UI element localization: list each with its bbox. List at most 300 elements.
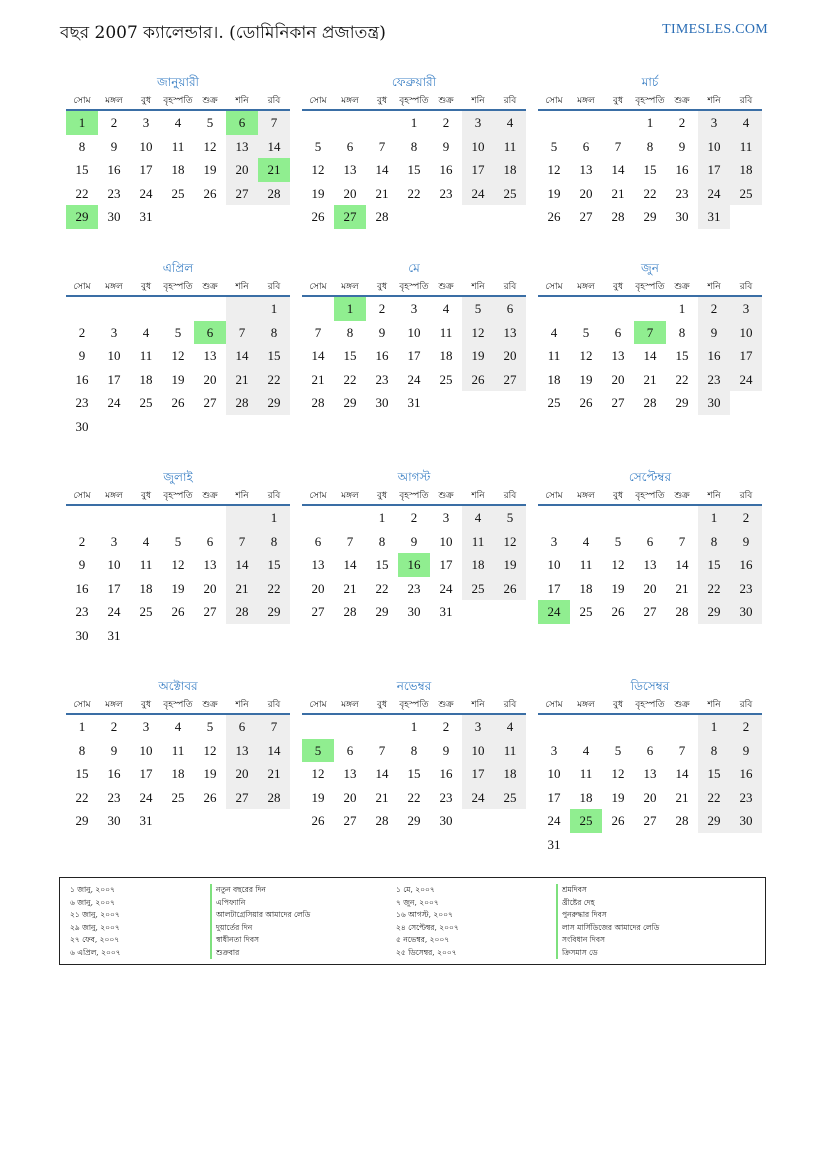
weekday-label: রবি xyxy=(503,282,517,292)
day-cell: 15 xyxy=(75,162,89,177)
empty-day-cell xyxy=(538,111,570,135)
day-cell: 13 xyxy=(643,766,657,781)
day-cell: 30 xyxy=(675,209,689,224)
day-cell: 25 xyxy=(730,182,762,206)
weekday-label: মঙ্গল xyxy=(577,491,595,501)
day-cell: 12 xyxy=(547,162,561,177)
day-cell: 28 xyxy=(675,604,689,619)
weekday-label: শুক্র xyxy=(674,96,690,106)
day-cell: 21 xyxy=(611,185,625,201)
day-cell: 16 xyxy=(698,344,730,368)
empty-day-cell xyxy=(334,506,366,530)
weekday-label: বুধ xyxy=(376,96,388,106)
day-cell: 8 xyxy=(646,138,654,154)
day-cell: 5 xyxy=(462,297,494,321)
weekday-label: শুক্র xyxy=(202,282,218,292)
month-name: মে xyxy=(408,261,420,275)
day-cell: 21 xyxy=(226,368,258,392)
day-grid xyxy=(538,715,762,856)
day-cell: 11 xyxy=(494,135,526,159)
holiday-name: খ্রীষ্টের দেহ xyxy=(556,897,659,910)
day-cell: 12 xyxy=(579,348,593,363)
day-cell: 1 xyxy=(410,115,418,130)
day-cell: 19 xyxy=(494,553,526,577)
day-grid xyxy=(66,715,290,833)
empty-day-cell xyxy=(602,111,634,135)
month-name: সেপ্টেম্বর xyxy=(628,470,672,484)
day-cell: 11 xyxy=(439,324,453,340)
day-cell: 2 xyxy=(378,301,386,316)
day-cell: 28 xyxy=(643,395,657,410)
holiday-day-cell: 16 xyxy=(398,553,430,577)
day-cell: 28 xyxy=(675,813,689,828)
day-cell: 14 xyxy=(258,739,290,763)
weekday-label: সোম xyxy=(309,491,327,501)
holiday-date: ২৪ সেপ্টেম্বর, ২০০৭ xyxy=(396,922,459,932)
weekday-header xyxy=(302,277,526,297)
day-cell: 31 xyxy=(547,836,561,852)
empty-day-cell xyxy=(130,506,162,530)
weekday-label: বৃহস্পতি xyxy=(635,491,665,501)
day-cell: 16 xyxy=(730,553,762,577)
day-cell: 5 xyxy=(494,506,526,530)
day-cell: 2 xyxy=(110,719,118,734)
weekday-label: সোম xyxy=(545,282,563,292)
empty-day-cell xyxy=(570,297,602,321)
day-cell: 18 xyxy=(494,762,526,786)
weekday-label: সোম xyxy=(73,282,91,292)
weekday-label: বুধ xyxy=(376,282,388,292)
day-cell: 4 xyxy=(462,506,494,530)
day-cell: 2 xyxy=(698,297,730,321)
month-name: জুন xyxy=(641,261,659,275)
empty-day-cell xyxy=(366,111,398,135)
day-cell: 4 xyxy=(174,719,182,734)
day-cell: 22 xyxy=(407,789,421,805)
day-cell: 28 xyxy=(226,391,258,415)
day-cell: 24 xyxy=(107,395,121,410)
day-cell: 26 xyxy=(203,185,217,201)
day-cell: 31 xyxy=(107,627,121,643)
weekday-label: রবি xyxy=(503,700,517,710)
empty-day-cell xyxy=(570,111,602,135)
weekday-label: সোম xyxy=(309,700,327,710)
day-cell: 17 xyxy=(730,344,762,368)
weekday-label: বুধ xyxy=(140,282,152,292)
empty-day-cell xyxy=(194,297,226,321)
month-name: ডিসেম্বর xyxy=(630,679,670,693)
day-cell: 10 xyxy=(730,321,762,345)
day-cell: 3 xyxy=(698,111,730,135)
holiday-date: ৬ জানু, ২০০৭ xyxy=(70,897,115,907)
day-cell: 18 xyxy=(462,553,494,577)
day-cell: 21 xyxy=(643,371,657,387)
day-cell: 4 xyxy=(494,715,526,739)
day-cell: 18 xyxy=(730,158,762,182)
day-cell: 15 xyxy=(375,557,389,572)
weekday-label: রবি xyxy=(267,96,281,106)
day-cell: 16 xyxy=(730,762,762,786)
weekday-label: বৃহস্পতি xyxy=(635,96,665,106)
weekday-label: বুধ xyxy=(612,700,624,710)
holiday-date: ২৫ ডিসেম্বর, ২০০৭ xyxy=(396,947,457,957)
day-cell: 12 xyxy=(462,321,494,345)
day-cell: 15 xyxy=(698,762,730,786)
day-cell: 1 xyxy=(646,115,654,130)
empty-day-cell xyxy=(98,297,130,321)
day-cell: 25 xyxy=(171,789,185,805)
day-cell: 24 xyxy=(547,813,561,828)
day-cell: 19 xyxy=(462,344,494,368)
day-cell: 27 xyxy=(311,604,325,619)
weekday-label: বুধ xyxy=(140,96,152,106)
holiday-name: শ্রমদিবস xyxy=(556,884,659,897)
holiday-day-cell: 5 xyxy=(302,739,334,763)
weekday-label: বুধ xyxy=(140,491,152,501)
day-cell: 2 xyxy=(678,115,686,130)
day-cell: 8 xyxy=(410,742,418,758)
day-cell: 9 xyxy=(442,742,450,758)
day-cell: 6 xyxy=(646,742,654,758)
day-cell: 10 xyxy=(547,557,561,572)
day-grid xyxy=(302,506,526,624)
holiday-name: আলটাগ্রেসিয়ার আমাদের লেডি xyxy=(210,909,310,922)
weekday-label: মঙ্গল xyxy=(105,96,123,106)
day-cell: 17 xyxy=(547,580,561,596)
day-cell: 3 xyxy=(730,297,762,321)
day-cell: 30 xyxy=(698,391,730,415)
holiday-list xyxy=(59,877,766,965)
day-cell: 16 xyxy=(75,580,89,596)
day-cell: 5 xyxy=(582,324,590,340)
day-cell: 22 xyxy=(75,185,89,201)
empty-day-cell xyxy=(634,506,666,530)
day-cell: 14 xyxy=(226,344,258,368)
day-cell: 12 xyxy=(311,766,325,781)
day-grid xyxy=(302,297,526,415)
day-cell: 2 xyxy=(442,719,450,734)
day-cell: 20 xyxy=(226,158,258,182)
day-cell: 1 xyxy=(378,510,386,525)
weekday-label: মঙ্গল xyxy=(341,700,359,710)
weekday-label: মঙ্গল xyxy=(577,96,595,106)
empty-day-cell xyxy=(570,506,602,530)
month-block xyxy=(538,677,762,856)
weekday-header xyxy=(66,91,290,111)
day-cell: 2 xyxy=(110,115,118,130)
day-cell: 20 xyxy=(643,580,657,596)
day-cell: 28 xyxy=(311,395,325,410)
day-cell: 22 xyxy=(698,786,730,810)
day-cell: 31 xyxy=(139,209,153,224)
day-cell: 30 xyxy=(75,418,89,434)
day-cell: 15 xyxy=(675,348,689,363)
empty-day-cell xyxy=(634,297,666,321)
day-cell: 17 xyxy=(107,580,121,596)
day-cell: 3 xyxy=(142,115,150,130)
weekday-label: বুধ xyxy=(612,282,624,292)
day-cell: 23 xyxy=(107,185,121,201)
day-cell: 18 xyxy=(547,371,561,387)
holiday-day-cell: 6 xyxy=(226,111,258,135)
day-cell: 4 xyxy=(494,111,526,135)
day-cell: 7 xyxy=(678,742,686,758)
month-block xyxy=(538,259,762,415)
day-cell: 15 xyxy=(407,162,421,177)
day-cell: 19 xyxy=(171,371,185,387)
day-cell: 27 xyxy=(226,182,258,206)
day-cell: 20 xyxy=(643,789,657,805)
weekday-label: বুধ xyxy=(376,491,388,501)
holiday-name: দুয়ার্তের দিন xyxy=(210,922,310,935)
day-cell: 28 xyxy=(375,209,389,224)
holiday-day-cell: 6 xyxy=(194,321,226,345)
weekday-label: রবি xyxy=(267,700,281,710)
holiday-date: ২৭ ফেব, ২০০৭ xyxy=(70,935,120,944)
empty-day-cell xyxy=(538,297,570,321)
day-cell: 8 xyxy=(698,739,730,763)
day-cell: 27 xyxy=(203,395,217,410)
day-cell: 6 xyxy=(226,715,258,739)
weekday-label: মঙ্গল xyxy=(341,282,359,292)
day-cell: 20 xyxy=(494,344,526,368)
day-cell: 15 xyxy=(258,344,290,368)
day-cell: 22 xyxy=(375,580,389,596)
day-cell: 23 xyxy=(730,577,762,601)
weekday-header xyxy=(302,486,526,506)
empty-day-cell xyxy=(334,715,366,739)
day-cell: 9 xyxy=(730,739,762,763)
empty-day-cell xyxy=(130,297,162,321)
day-cell: 1 xyxy=(678,301,686,316)
empty-day-cell xyxy=(302,297,334,321)
day-cell: 5 xyxy=(614,533,622,549)
day-cell: 10 xyxy=(547,766,561,781)
day-cell: 10 xyxy=(139,742,153,758)
day-cell: 6 xyxy=(206,533,214,549)
day-cell: 30 xyxy=(730,809,762,833)
day-cell: 19 xyxy=(611,789,625,805)
holiday-name: সংবিধান দিবস xyxy=(556,934,659,947)
day-cell: 5 xyxy=(314,138,322,154)
day-cell: 10 xyxy=(107,348,121,363)
empty-day-cell xyxy=(302,715,334,739)
day-cell: 10 xyxy=(107,557,121,572)
day-cell: 31 xyxy=(139,813,153,828)
day-cell: 9 xyxy=(698,321,730,345)
day-cell: 26 xyxy=(311,813,325,828)
day-cell: 20 xyxy=(343,185,357,201)
day-cell: 22 xyxy=(258,577,290,601)
day-cell: 30 xyxy=(107,813,121,828)
day-cell: 6 xyxy=(582,138,590,154)
day-cell: 8 xyxy=(698,530,730,554)
day-cell: 24 xyxy=(730,368,762,392)
day-cell: 15 xyxy=(75,766,89,781)
day-cell: 5 xyxy=(614,742,622,758)
day-cell: 19 xyxy=(311,789,325,805)
weekday-header xyxy=(538,486,762,506)
day-cell: 9 xyxy=(378,324,386,340)
day-cell: 24 xyxy=(107,604,121,619)
holiday-date: ২১ জানু, ২০০৭ xyxy=(70,910,120,919)
day-cell: 10 xyxy=(407,324,421,340)
day-cell: 30 xyxy=(107,209,121,224)
day-cell: 27 xyxy=(643,604,657,619)
holiday-date: ১৬ আগস্ট, ২০০৭ xyxy=(396,910,453,919)
day-cell: 28 xyxy=(611,209,625,224)
weekday-label: বৃহস্পতি xyxy=(399,96,429,106)
day-cell: 20 xyxy=(203,371,217,387)
day-cell: 5 xyxy=(174,324,182,340)
weekday-label: সোম xyxy=(545,491,563,501)
day-cell: 20 xyxy=(203,580,217,596)
day-cell: 28 xyxy=(226,600,258,624)
day-cell: 23 xyxy=(439,789,453,805)
day-cell: 13 xyxy=(226,739,258,763)
day-cell: 4 xyxy=(142,324,150,340)
day-cell: 12 xyxy=(611,557,625,572)
day-cell: 17 xyxy=(547,789,561,805)
weekday-label: সোম xyxy=(545,700,563,710)
weekday-label: শুক্র xyxy=(674,700,690,710)
empty-day-cell xyxy=(162,506,194,530)
day-cell: 1 xyxy=(698,715,730,739)
day-cell: 16 xyxy=(439,766,453,781)
day-cell: 25 xyxy=(547,395,561,410)
day-cell: 12 xyxy=(494,530,526,554)
day-cell: 25 xyxy=(171,185,185,201)
month-block xyxy=(66,677,290,833)
day-cell: 2 xyxy=(78,533,86,549)
weekday-label: সোম xyxy=(309,282,327,292)
day-cell: 6 xyxy=(614,324,622,340)
holiday-date: ২৯ জানু, ২০০৭ xyxy=(70,922,120,932)
day-grid xyxy=(66,111,290,229)
day-cell: 21 xyxy=(675,580,689,596)
day-cell: 9 xyxy=(78,557,86,572)
day-cell: 14 xyxy=(226,553,258,577)
holiday-day-cell: 27 xyxy=(334,205,366,229)
day-cell: 20 xyxy=(343,789,357,805)
holiday-names-col2 xyxy=(556,884,659,959)
empty-day-cell xyxy=(66,506,98,530)
holiday-dates-col2 xyxy=(396,884,459,959)
day-cell: 13 xyxy=(343,162,357,177)
holiday-date: ১ জানু, ২০০৭ xyxy=(70,885,115,894)
day-cell: 13 xyxy=(226,135,258,159)
day-cell: 29 xyxy=(407,813,421,828)
empty-day-cell xyxy=(602,506,634,530)
day-cell: 1 xyxy=(410,719,418,734)
weekday-label: বুধ xyxy=(140,700,152,710)
weekday-label: মঙ্গল xyxy=(105,700,123,710)
day-cell: 27 xyxy=(343,813,357,828)
day-cell: 11 xyxy=(579,766,593,781)
day-cell: 21 xyxy=(375,185,389,201)
day-cell: 25 xyxy=(462,577,494,601)
day-cell: 29 xyxy=(698,600,730,624)
holiday-day-cell: 21 xyxy=(258,158,290,182)
holiday-day-cell: 29 xyxy=(66,205,98,229)
day-cell: 24 xyxy=(139,185,153,201)
day-cell: 13 xyxy=(611,348,625,363)
day-cell: 5 xyxy=(550,138,558,154)
weekday-label: শনি xyxy=(235,700,249,710)
day-cell: 29 xyxy=(698,809,730,833)
day-cell: 18 xyxy=(139,371,153,387)
day-cell: 30 xyxy=(407,604,421,619)
weekday-label: বৃহস্পতি xyxy=(635,700,665,710)
day-cell: 17 xyxy=(698,158,730,182)
month-block xyxy=(66,259,290,438)
weekday-label: শুক্র xyxy=(202,700,218,710)
day-cell: 11 xyxy=(579,557,593,572)
day-cell: 3 xyxy=(110,533,118,549)
day-cell: 3 xyxy=(442,510,450,525)
day-cell: 27 xyxy=(611,395,625,410)
holiday-name: ক্রিসমাস ডে xyxy=(556,947,659,960)
weekday-label: মঙ্গল xyxy=(341,491,359,501)
weekday-label: বৃহস্পতি xyxy=(635,282,665,292)
site-link[interactable]: TIMESLES.COM xyxy=(662,22,768,37)
empty-day-cell xyxy=(538,506,570,530)
month-name: জুলাই xyxy=(163,470,193,484)
day-cell: 21 xyxy=(675,789,689,805)
holiday-date: ৫ নভেম্বর, ২০০৭ xyxy=(396,935,450,944)
day-cell: 10 xyxy=(439,533,453,549)
day-grid xyxy=(66,297,290,438)
day-cell: 11 xyxy=(171,742,185,758)
day-cell: 13 xyxy=(343,766,357,781)
weekday-label: রবি xyxy=(739,491,753,501)
holiday-name: পুনরুদ্ধার দিবস xyxy=(556,909,659,922)
day-cell: 23 xyxy=(407,580,421,596)
day-cell: 18 xyxy=(579,580,593,596)
month-block xyxy=(302,468,526,624)
month-block xyxy=(538,468,762,624)
day-cell: 26 xyxy=(494,577,526,601)
weekday-label: মঙ্গল xyxy=(577,282,595,292)
weekday-label: শুক্র xyxy=(202,96,218,106)
day-cell: 3 xyxy=(410,301,418,316)
day-cell: 7 xyxy=(226,530,258,554)
empty-day-cell xyxy=(634,715,666,739)
empty-day-cell xyxy=(602,297,634,321)
day-cell: 21 xyxy=(258,762,290,786)
empty-day-cell xyxy=(98,506,130,530)
day-cell: 30 xyxy=(730,600,762,624)
month-name: আগস্ট xyxy=(397,470,431,484)
day-cell: 31 xyxy=(439,604,453,619)
day-cell: 11 xyxy=(139,557,153,572)
day-cell: 12 xyxy=(203,138,217,154)
day-cell: 16 xyxy=(107,766,121,781)
page-title: বছর 2007 ক্যালেন্ডার।. (ডোমিনিকান প্রজাতন্ত্র) xyxy=(60,23,386,43)
day-cell: 11 xyxy=(547,348,561,363)
weekday-label: বৃহস্পতি xyxy=(399,491,429,501)
day-cell: 26 xyxy=(611,604,625,619)
month-name: নভেম্বর xyxy=(396,679,432,693)
weekday-label: বুধ xyxy=(612,491,624,501)
weekday-label: বৃহস্পতি xyxy=(163,700,193,710)
weekday-label: শনি xyxy=(707,491,721,501)
empty-day-cell xyxy=(602,715,634,739)
empty-day-cell xyxy=(666,715,698,739)
weekday-label: শুক্র xyxy=(674,491,690,501)
day-cell: 15 xyxy=(407,766,421,781)
day-cell: 1 xyxy=(258,297,290,321)
